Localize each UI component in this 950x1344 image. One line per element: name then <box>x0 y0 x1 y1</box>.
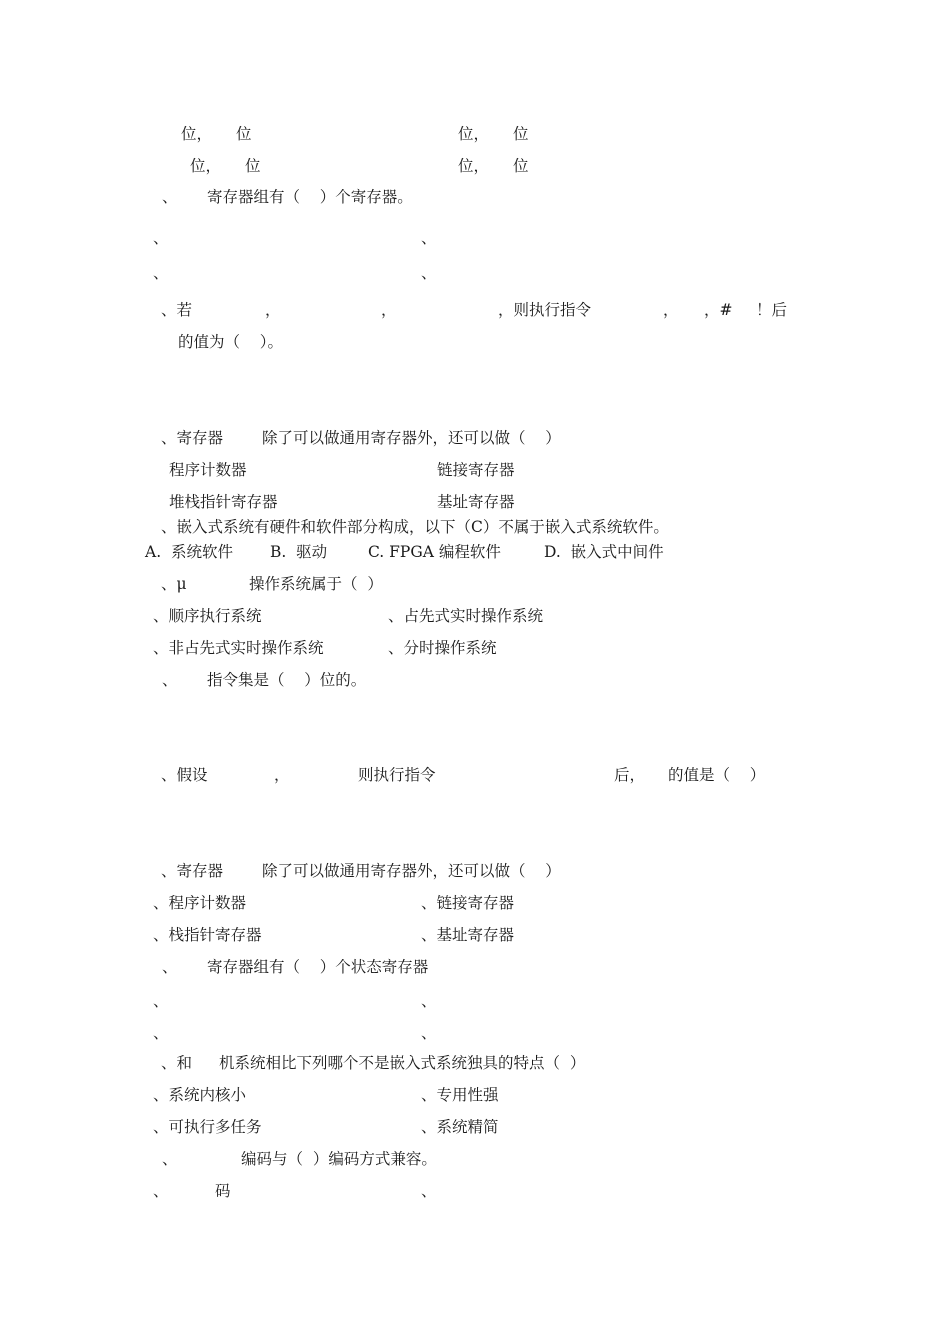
question-fragment: ！后 <box>756 301 788 319</box>
option-d: 、分时操作系统 <box>388 639 497 657</box>
question-text: 指令集是（ ）位的。 <box>207 671 367 689</box>
question-fragment: 的值是（ ） <box>668 766 766 784</box>
question-fragment: ，# <box>704 301 733 319</box>
option-b: 、链接寄存器 <box>421 894 515 912</box>
option-fragment: 位， <box>458 157 490 175</box>
option-b: 、专用性强 <box>421 1086 499 1104</box>
question-fragment: 后， <box>614 766 646 784</box>
option-mark: 、 <box>153 992 169 1010</box>
option-mark: 、 <box>153 1182 169 1200</box>
option-a: 、顺序执行系统 <box>153 607 262 625</box>
question-fragment: ， <box>265 301 281 319</box>
question-text: 、和 <box>161 1054 193 1072</box>
option-fragment: 位， <box>190 157 222 175</box>
question-fragment: ， <box>274 766 290 784</box>
option-mark: 、 <box>421 229 437 247</box>
question-fragment: ， <box>381 301 397 319</box>
option-a: 、程序计数器 <box>153 894 247 912</box>
option-c: 堆栈指针寄存器 <box>169 493 278 511</box>
question-text: 寄存器组有（ ）个状态寄存器 <box>207 958 429 976</box>
option-fragment: 位 <box>513 125 529 143</box>
option-d: D. 嵌入式中间件 <box>544 543 664 561</box>
option-mark: 、 <box>421 992 437 1010</box>
question-text: 机系统相比下列哪个不是嵌入式系统独具的特点（ ） <box>219 1054 586 1072</box>
question-text: 操作系统属于（ ） <box>249 575 383 593</box>
option-c: 、栈指针寄存器 <box>153 926 262 944</box>
question-number-mark: 、 <box>162 188 178 206</box>
option-b: 链接寄存器 <box>437 461 515 479</box>
question-text: 寄存器组有（ ）个寄存器。 <box>207 188 413 206</box>
option-b: 、占先式实时操作系统 <box>388 607 544 625</box>
question-text: 编码与（ ）编码方式兼容。 <box>241 1150 437 1168</box>
question-fragment: 则执行指令 <box>358 766 436 784</box>
option-mark: 、 <box>153 264 169 282</box>
option-a: A. 系统软件 <box>145 543 233 561</box>
option-d: 、基址寄存器 <box>421 926 515 944</box>
option-mark: 、 <box>421 1182 437 1200</box>
option-d: 基址寄存器 <box>437 493 515 511</box>
option-a: 程序计数器 <box>169 461 247 479</box>
option-mark: 、 <box>153 1024 169 1042</box>
question-fragment: ，则执行指令 <box>498 301 592 319</box>
option-fragment: 位 <box>513 157 529 175</box>
question-text: 、μ <box>161 575 187 593</box>
option-c: 、可执行多任务 <box>153 1118 262 1136</box>
option-fragment: 位 <box>245 157 261 175</box>
option-mark: 、 <box>153 229 169 247</box>
option-mark: 、 <box>421 1024 437 1042</box>
option-mark: 、 <box>421 264 437 282</box>
question-fragment: ， <box>663 301 679 319</box>
question-text: 除了可以做通用寄存器外，还可以做（ ） <box>262 862 561 880</box>
option-fragment: 位 <box>236 125 252 143</box>
option-d: 、系统精简 <box>421 1118 499 1136</box>
question-text: 、寄存器 <box>161 862 224 880</box>
option-c: C. FPGA 编程软件 <box>368 543 501 561</box>
option-c: 、非占先式实时操作系统 <box>153 639 324 657</box>
option-fragment: 位， <box>458 125 490 143</box>
question-number-mark: 、 <box>162 1150 178 1168</box>
question-number-mark: 、 <box>162 958 178 976</box>
question-text: 、假设 <box>161 766 208 784</box>
option-a: 、系统内核小 <box>153 1086 247 1104</box>
question-text: 、若 <box>161 301 193 319</box>
question-number-mark: 、 <box>162 671 178 689</box>
option-a: 码 <box>215 1182 231 1200</box>
option-b: B. 驱动 <box>270 543 328 561</box>
question-text: 、嵌入式系统有硬件和软件部分构成，以下（C）不属于嵌入式系统软件。 <box>161 518 669 536</box>
question-text: 除了可以做通用寄存器外，还可以做（ ） <box>262 429 561 447</box>
option-fragment: 位， <box>181 125 213 143</box>
question-text: 、寄存器 <box>161 429 224 447</box>
question-text: 的值为（ ）。 <box>178 333 283 351</box>
